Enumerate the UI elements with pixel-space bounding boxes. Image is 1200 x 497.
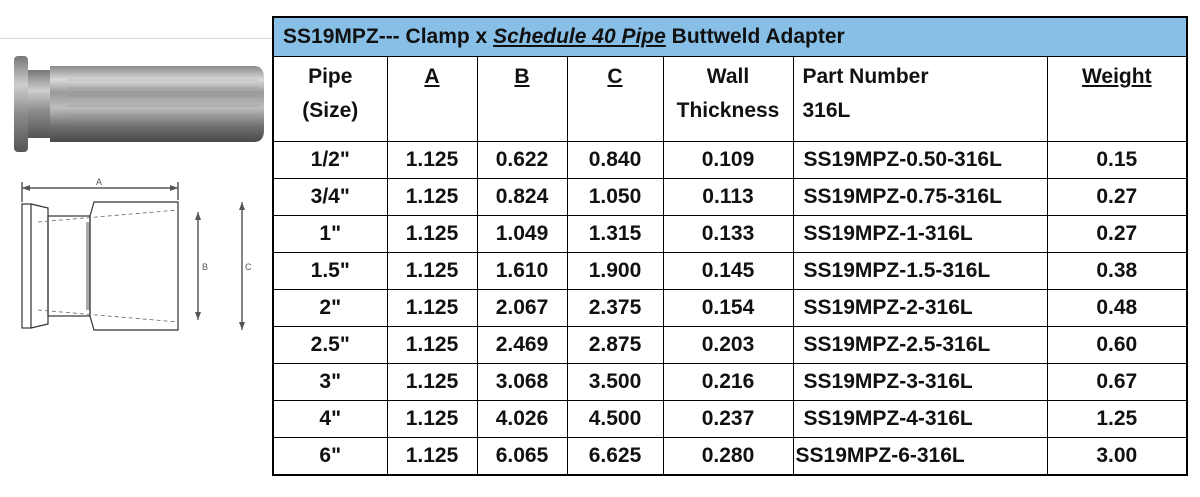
cell-part-number: SS19MPZ-1.5-316L [793,253,1047,290]
cell-wall-thickness: 0.237 [663,401,793,438]
cell-b: 2.067 [477,290,567,327]
cell-a: 1.125 [387,216,477,253]
cell-c: 4.500 [567,401,663,438]
cell-a: 1.125 [387,290,477,327]
cell-wall-thickness: 0.280 [663,438,793,476]
table-row [273,327,1187,364]
cell-wall-thickness: 0.109 [663,142,793,179]
header-b: B [477,57,567,142]
table-title-row [273,17,1187,57]
cell-a: 1.125 [387,253,477,290]
cell-a: 1.125 [387,179,477,216]
cell-part-number: SS19MPZ-6-316L [793,438,1047,476]
cell-pipe-size: 3/4" [273,179,387,216]
dimension-drawing [8,172,270,342]
title-text-pre: Clamp x [405,25,488,48]
cell-b: 6.065 [477,438,567,476]
cell-b: 3.068 [477,364,567,401]
cell-weight: 0.15 [1047,142,1187,179]
title-code: SS19MPZ--- [283,25,400,48]
cell-part-number: SS19MPZ-2-316L [793,290,1047,327]
table-title [273,17,1187,57]
cell-weight: 1.25 [1047,401,1187,438]
cell-wall-thickness: 0.113 [663,179,793,216]
divider-line [0,38,272,39]
cell-c: 1.315 [567,216,663,253]
cell-a: 1.125 [387,401,477,438]
cell-a: 1.125 [387,364,477,401]
cell-wall-thickness: 0.145 [663,253,793,290]
cell-wall-thickness: 0.133 [663,216,793,253]
cell-b: 4.026 [477,401,567,438]
table-row [273,401,1187,438]
cell-c: 1.050 [567,179,663,216]
cell-pipe-size: 2" [273,290,387,327]
cell-wall-thickness: 0.203 [663,327,793,364]
cell-pipe-size: 6" [273,438,387,476]
cell-c: 1.900 [567,253,663,290]
cell-pipe-size: 4" [273,401,387,438]
table-row [273,290,1187,327]
cell-a: 1.125 [387,327,477,364]
cell-part-number: SS19MPZ-3-316L [793,364,1047,401]
cell-weight: 0.27 [1047,179,1187,216]
cell-part-number: SS19MPZ-1-316L [793,216,1047,253]
header-wall-thickness: Wall Thickness [663,57,793,142]
cell-part-number: SS19MPZ-2.5-316L [793,327,1047,364]
cell-weight: 0.67 [1047,364,1187,401]
header-pipe-size: Pipe (Size) [273,57,387,142]
dim-b-label: B [202,262,209,272]
cell-weight: 0.27 [1047,216,1187,253]
cell-pipe-size: 2.5" [273,327,387,364]
table-row [273,253,1187,290]
table-row [273,438,1187,476]
cell-weight: 0.38 [1047,253,1187,290]
spec-table [272,16,1188,476]
cell-pipe-size: 1/2" [273,142,387,179]
header-a: A [387,57,477,142]
table-row [273,364,1187,401]
product-photo [8,48,270,160]
header-weight: Weight [1047,57,1187,142]
title-pipe-text: Schedule 40 Pipe [493,25,666,48]
cell-a: 1.125 [387,142,477,179]
header-part-number: Part Number 316L [793,57,1047,142]
cell-part-number: SS19MPZ-0.75-316L [793,179,1047,216]
cell-pipe-size: 1.5" [273,253,387,290]
cell-weight: 3.00 [1047,438,1187,476]
cell-c: 6.625 [567,438,663,476]
cell-pipe-size: 1" [273,216,387,253]
dim-a-label: A [96,177,103,187]
cell-weight: 0.48 [1047,290,1187,327]
cell-b: 0.622 [477,142,567,179]
cell-b: 1.610 [477,253,567,290]
table-header-row [273,57,1187,142]
cell-a: 1.125 [387,438,477,476]
cell-b: 1.049 [477,216,567,253]
table-row [273,216,1187,253]
cell-part-number: SS19MPZ-4-316L [793,401,1047,438]
cell-pipe-size: 3" [273,364,387,401]
table-row [273,179,1187,216]
cell-c: 3.500 [567,364,663,401]
cell-weight: 0.60 [1047,327,1187,364]
title-text-post: Buttweld Adapter [671,25,845,48]
cell-c: 2.875 [567,327,663,364]
cell-b: 2.469 [477,327,567,364]
dim-c-label: C [245,262,252,272]
cell-c: 0.840 [567,142,663,179]
table-row [273,142,1187,179]
header-c: C [567,57,663,142]
cell-c: 2.375 [567,290,663,327]
cell-part-number: SS19MPZ-0.50-316L [793,142,1047,179]
cell-b: 0.824 [477,179,567,216]
cell-wall-thickness: 0.154 [663,290,793,327]
cell-wall-thickness: 0.216 [663,364,793,401]
